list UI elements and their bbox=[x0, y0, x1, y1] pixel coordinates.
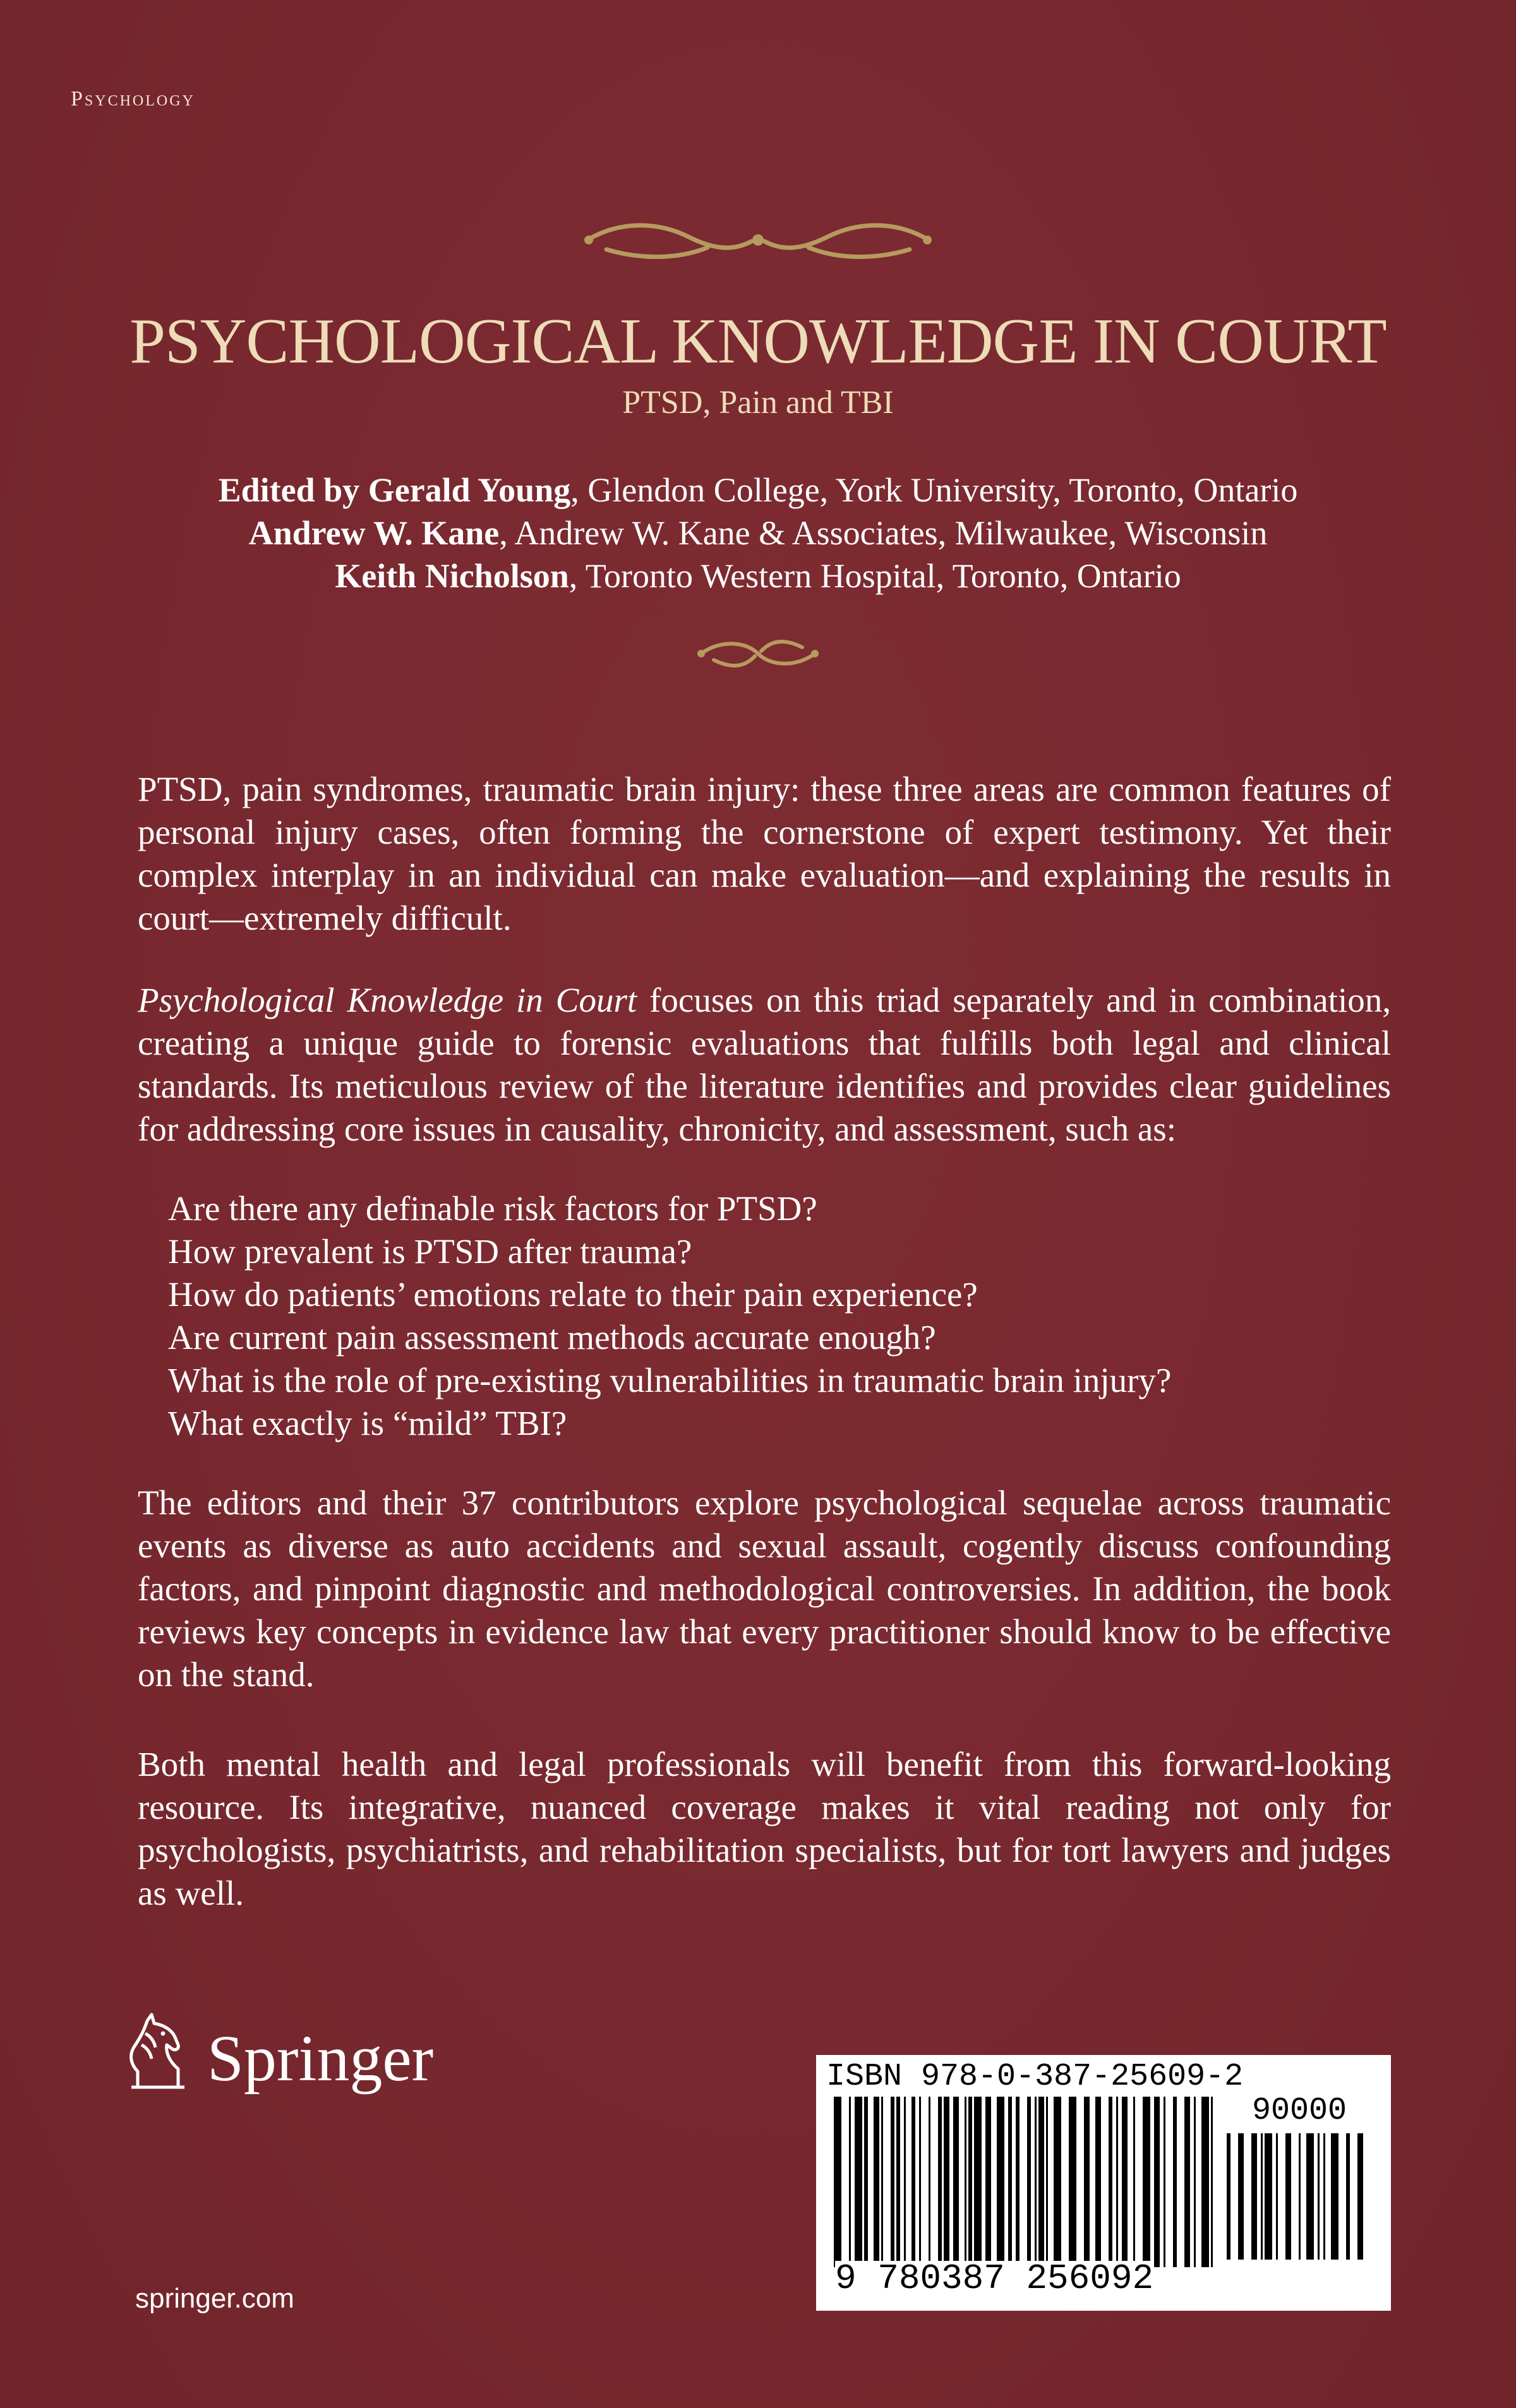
publisher-website[interactable]: springer.com bbox=[135, 2283, 294, 2314]
barcode-bar bbox=[855, 2097, 862, 2267]
barcode-bar bbox=[1211, 2097, 1213, 2267]
barcode-bar bbox=[1069, 2097, 1076, 2267]
barcode-bar bbox=[997, 2097, 1004, 2267]
barcode-bar bbox=[1038, 2097, 1044, 2267]
barcode-bar bbox=[1331, 2133, 1339, 2260]
barcode-bar bbox=[974, 2097, 982, 2267]
barcode-bar bbox=[896, 2097, 900, 2267]
barcode-bar bbox=[1306, 2133, 1314, 2260]
barcode-bar bbox=[1238, 2133, 1244, 2260]
springer-horse-logo-icon bbox=[112, 2008, 201, 2097]
barcode-bar bbox=[944, 2097, 949, 2267]
editor-line bbox=[0, 469, 1516, 512]
barcode-bar bbox=[938, 2097, 942, 2267]
isbn-text: ISBN 978-0-387-25609-2 bbox=[826, 2059, 1244, 2095]
publisher-logo-text: Springer bbox=[207, 2022, 434, 2095]
barcode-bar bbox=[1016, 2097, 1020, 2267]
barcode-bar bbox=[1323, 2133, 1325, 2260]
barcode-bar bbox=[1173, 2097, 1177, 2267]
barcode-bar bbox=[1265, 2133, 1272, 2260]
barcode-bar bbox=[1346, 2133, 1350, 2260]
decorative-flourish-small bbox=[695, 635, 821, 673]
barcode-bar bbox=[1095, 2097, 1101, 2267]
editor-name: Gerald Young bbox=[368, 471, 571, 509]
barcode-bar bbox=[919, 2097, 921, 2267]
description-paragraph: The editors and their 37 contributors explore psychological sequelae across traumatic events as diverse as auto accidents and sexual assault, cogently discuss confounding factors, and pinpoint diagnostic and methodological controversies. In addition, the book reviews key concepts in evidence law that every practitioner should know to be effective on the stand. bbox=[138, 1483, 1391, 1694]
barcode-bar bbox=[1184, 2097, 1190, 2267]
barcode-bar bbox=[1109, 2097, 1112, 2267]
description-paragraph: PTSD, pain syndromes, traumatic brain injury: these three areas are common features of personal injury cases, often forming the cornerstone of expert testimony. Yet their complex interplay in an individual can make evaluation—and explaining the results in court—extremely difficult. bbox=[138, 770, 1391, 937]
barcode-bar bbox=[1035, 2097, 1037, 2267]
question-item: What exactly is “mild” TBI? bbox=[168, 1404, 567, 1442]
barcode-bar bbox=[968, 2097, 972, 2267]
editor-affiliation: , Glendon College, York University, Toronto, Ontario bbox=[570, 471, 1298, 509]
barcode-bar bbox=[1276, 2133, 1278, 2260]
editor-name: Keith Nicholson bbox=[335, 557, 569, 595]
barcode-digits: 9 780387 256092 bbox=[835, 2258, 1154, 2299]
barcode-bar bbox=[1227, 2133, 1230, 2260]
book-title-italic: Psychological Knowledge in Court bbox=[138, 981, 637, 1019]
editor-name: Andrew W. Kane bbox=[248, 514, 500, 552]
question-item: What is the role of pre-existing vulnerabilities in traumatic brain injury? bbox=[168, 1361, 1172, 1399]
barcode-bar bbox=[1116, 2097, 1118, 2267]
paragraph-text: focuses on this triad separately and in combination, creating a unique guide to forensic evaluations that fulfills both legal and clinical standards. Its meticulous review of the literature identifies and provides clear guidelines for addressing core issues in causality, chronicity, and assessment, such as: bbox=[138, 981, 1391, 1148]
editor-prefix: Edited by bbox=[218, 471, 368, 509]
description-paragraph: Both mental health and legal professionals will benefit from this forward-looking resource. Its integrative, nuanced coverage makes it vital reading not only for psychologists, psychiatrists, and rehabilitation specialists, but for tort lawyers and judges as well. bbox=[138, 1745, 1391, 1912]
barcode-bar bbox=[874, 2097, 879, 2267]
editor-line bbox=[0, 554, 1516, 597]
barcode-bar bbox=[881, 2097, 883, 2267]
barcode-bar bbox=[1084, 2097, 1090, 2267]
barcode-bar bbox=[849, 2097, 851, 2267]
category-label: Psychology bbox=[71, 87, 195, 111]
book-subtitle: PTSD, Pain and TBI bbox=[622, 385, 894, 421]
question-item: How do patients’ emotions relate to their pain experience? bbox=[168, 1275, 978, 1314]
barcode-bar bbox=[834, 2097, 841, 2267]
barcode-bar bbox=[929, 2097, 930, 2267]
barcode-bar bbox=[1299, 2133, 1301, 2260]
barcode-bar bbox=[1027, 2097, 1031, 2267]
barcode-bar bbox=[1154, 2097, 1160, 2267]
book-title: PSYCHOLOGICAL KNOWLEDGE IN COURT bbox=[129, 306, 1387, 377]
barcode-addon-bars bbox=[1227, 2133, 1378, 2260]
barcode-bar bbox=[1357, 2133, 1363, 2260]
barcode-bar bbox=[1122, 2097, 1128, 2267]
barcode-bar bbox=[1054, 2097, 1061, 2267]
barcode-bar bbox=[904, 2097, 906, 2267]
editor-affiliation: , Toronto Western Hospital, Toronto, Ontario bbox=[568, 557, 1181, 595]
barcode-bar bbox=[864, 2097, 868, 2267]
barcode-bar bbox=[1201, 2097, 1209, 2267]
question-item: How prevalent is PTSD after trauma? bbox=[168, 1232, 692, 1271]
barcode-bar bbox=[965, 2097, 966, 2267]
barcode-bar bbox=[1046, 2097, 1048, 2267]
barcode-bar bbox=[1164, 2097, 1165, 2267]
description-paragraph bbox=[138, 979, 1391, 1151]
barcode-bar bbox=[1008, 2097, 1012, 2267]
barcode-bars bbox=[834, 2097, 1213, 2267]
editor-affiliation: , Andrew W. Kane & Associates, Milwaukee, Wisconsin bbox=[499, 514, 1268, 552]
editors-block bbox=[0, 469, 1516, 597]
barcode-bar bbox=[1143, 2097, 1150, 2267]
barcode-bar bbox=[1133, 2097, 1135, 2267]
question-item: Are current pain assessment methods accurate enough? bbox=[168, 1318, 936, 1357]
barcode-bar bbox=[911, 2097, 915, 2267]
decorative-flourish-top bbox=[581, 215, 935, 265]
editor-line bbox=[0, 512, 1516, 554]
barcode-bar bbox=[1285, 2133, 1291, 2260]
barcode-bar bbox=[1318, 2133, 1320, 2260]
price-code: 90000 bbox=[1252, 2093, 1347, 2129]
barcode-bar bbox=[985, 2097, 991, 2267]
barcode-bar bbox=[1251, 2133, 1257, 2260]
barcode-bar bbox=[1261, 2133, 1263, 2260]
question-item: Are there any definable risk factors for PTSD? bbox=[168, 1189, 817, 1228]
barcode-bar bbox=[953, 2097, 959, 2267]
isbn-barcode bbox=[816, 2055, 1391, 2311]
barcode-bar bbox=[891, 2097, 894, 2267]
question-list bbox=[168, 1187, 1171, 1445]
barcode-bar bbox=[1194, 2097, 1196, 2267]
